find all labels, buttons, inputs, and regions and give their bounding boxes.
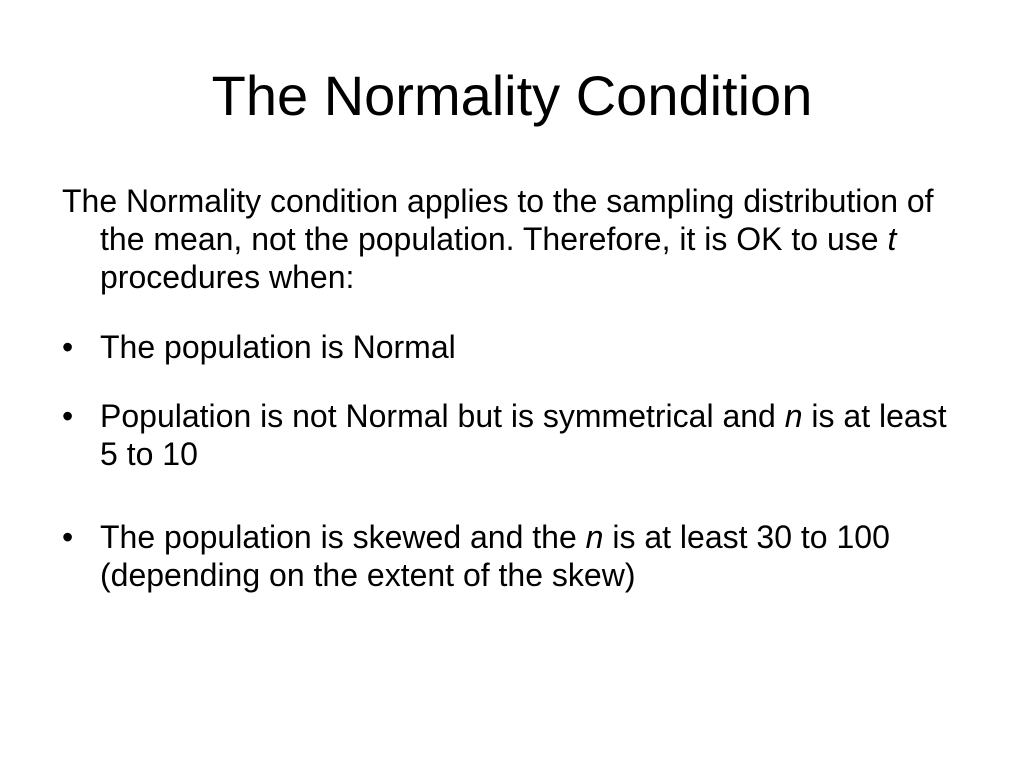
intro-text-start: The Normality condition applies to the sampling distribution of the mean, not the population. Therefore, it is OK to use	[62, 183, 934, 257]
intro-text-end: procedures when:	[100, 259, 355, 295]
bullet-text-end: is at least 5 to 10	[100, 398, 947, 472]
variable-n: n	[784, 398, 803, 434]
slide-body	[62, 182, 962, 594]
bullet-list	[62, 328, 962, 594]
bullet-text-end: is at least 30 to 100 (depending on the extent of the skew)	[100, 519, 890, 593]
bullet-icon: •	[62, 398, 74, 434]
slide-title: The Normality Condition	[211, 64, 813, 127]
variable-t: t	[887, 221, 897, 257]
bullet-text-start: Population is not Normal but is symmetrical and	[100, 398, 785, 434]
bullet-text: The population is Normal	[100, 329, 456, 365]
bullet-icon: •	[62, 329, 74, 365]
bullet-icon: •	[62, 519, 74, 555]
bullet-text-start: The population is skewed and the	[100, 519, 586, 555]
bullet-item-symmetrical	[62, 397, 962, 473]
variable-n: n	[585, 519, 604, 555]
intro-paragraph	[62, 182, 962, 296]
bullet-item-skewed	[62, 518, 962, 594]
bullet-item-population-normal	[62, 328, 962, 366]
